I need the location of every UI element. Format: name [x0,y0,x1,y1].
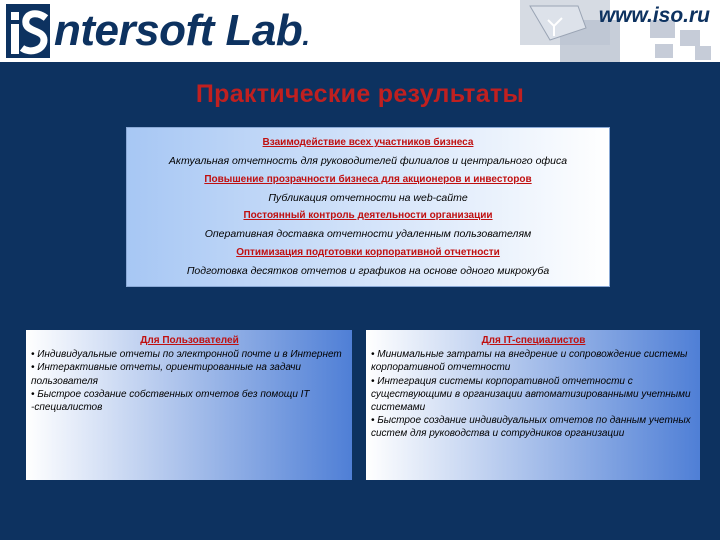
panel-text: Актуальная отчетность для руководителей филиалов и центрального офиса [168,155,568,168]
it-box-heading: Для IT-специалистов [481,335,586,346]
website-url[interactable]: www.iso.ru [598,4,710,27]
users-box-item: • Интерактивные отчеты, ориентированные на задачи пользователя [31,362,301,387]
company-logo-text: ntersoft Lab. [54,6,310,55]
panel-text: Оперативная доставка отчетности удаленным пользователям [204,228,532,241]
results-panel [126,127,610,287]
panel-text: Подготовка десятков отчетов и графиков на основе одного микрокуба [186,265,550,278]
header-bar [0,0,720,62]
page-title: Практические результаты [195,80,525,108]
users-box-heading: Для Пользователей [140,335,239,346]
it-box-item: • Интеграция системы корпоративной отчетности с существующими в организации автоматизированными учетными системами [371,375,691,414]
users-box-item: • Быстрое создание собственных отчетов без помощи IT -специалистов [31,388,310,414]
it-box-item: • Быстрое создание индивидуальных отчетов по данным учетных систем для руководства и сотрудников организации [371,415,691,440]
panel-heading: Оптимизация подготовки корпоративной отчетности [236,246,500,258]
it-specialists-box [366,330,700,480]
users-box [26,330,352,480]
panel-heading: Взаимодействие всех участников бизнеса [262,137,474,148]
it-box-item: • Минимальные затраты на внедрение и сопровождение системы корпоративной отчетности [371,349,688,374]
users-box-item: • Индивидуальные отчеты по электронной почте и в Интернет [31,349,342,361]
panel-heading: Постоянный контроль деятельности организации [243,210,493,222]
intersoft-logo-icon [6,4,50,58]
panel-heading: Повышение прозрачности бизнеса для акционеров и инвесторов [204,173,532,185]
panel-text: Публикация отчетности на web-сайте [268,191,468,204]
